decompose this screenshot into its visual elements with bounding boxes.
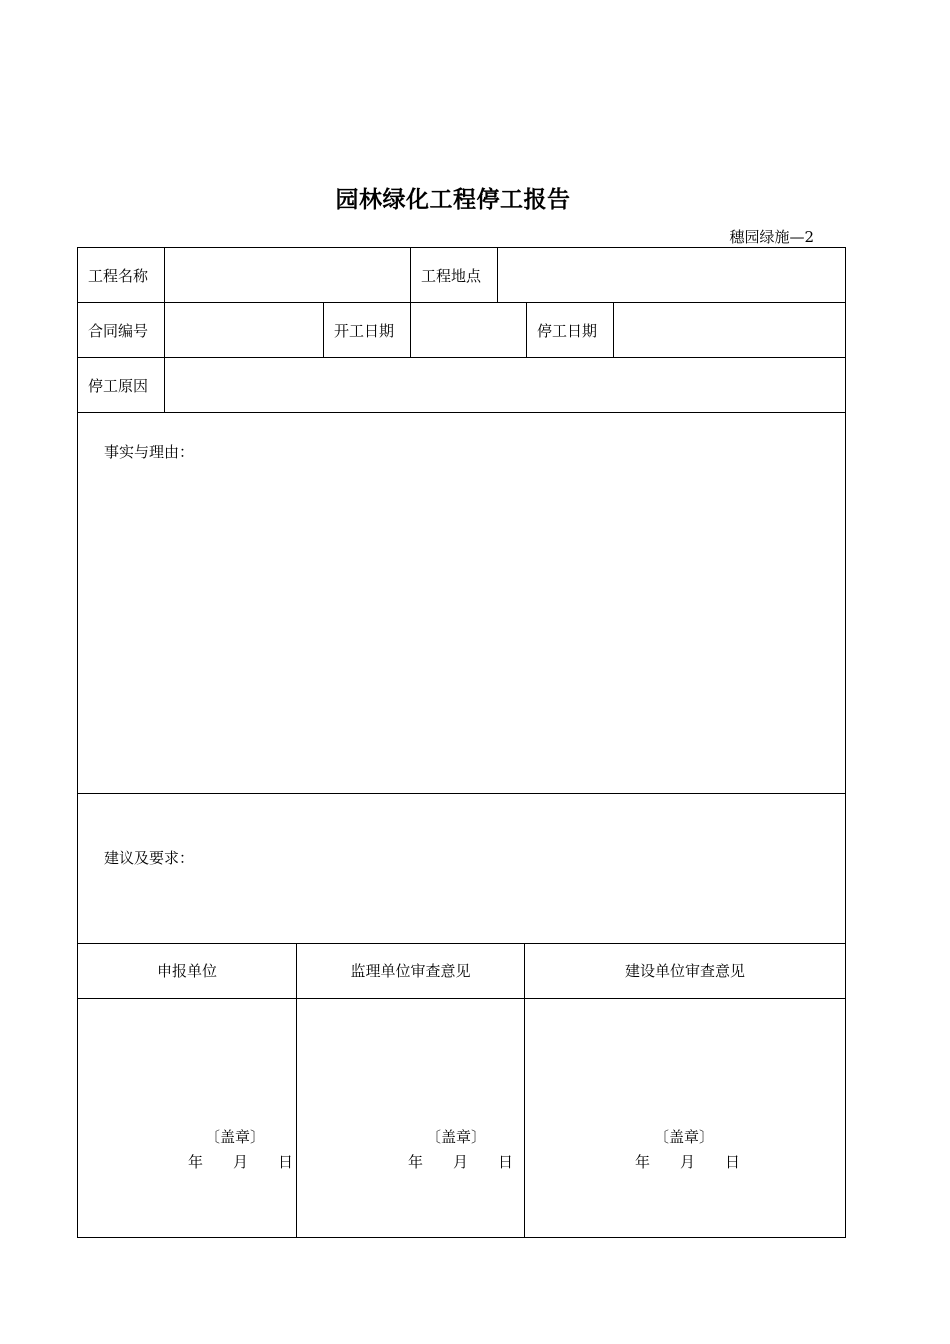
- col-divider: [164, 357, 165, 412]
- applicant-header: 申报单位: [156, 962, 217, 980]
- applicant-seal: 〔盖章〕: [205, 1128, 266, 1146]
- owner-date: 年 月 日: [635, 1153, 741, 1171]
- project-name-label: 工程名称: [88, 267, 149, 285]
- project-location-label: 工程地点: [421, 267, 482, 285]
- row-divider: [78, 793, 845, 794]
- owner-review-header: 建设单位审查意见: [624, 962, 745, 980]
- form-code: 穗园绿施—2: [729, 228, 814, 246]
- col-divider: [410, 248, 411, 302]
- supervisor-date: 年 月 日: [408, 1153, 514, 1171]
- supervisor-review-header: 监理单位审查意见: [350, 962, 471, 980]
- row-divider: [78, 412, 845, 413]
- row-divider: [78, 357, 845, 358]
- col-divider: [296, 943, 297, 1237]
- stop-date-label: 停工日期: [537, 322, 598, 340]
- supervisor-seal: 〔盖章〕: [426, 1128, 487, 1146]
- start-date-label: 开工日期: [334, 322, 395, 340]
- col-divider: [526, 302, 527, 357]
- col-divider: [164, 302, 165, 357]
- applicant-date: 年 月 日: [188, 1153, 294, 1171]
- contract-no-label: 合同编号: [88, 322, 149, 340]
- row-divider: [78, 943, 845, 944]
- col-divider: [410, 302, 411, 357]
- facts-label: 事实与理由：: [104, 443, 195, 461]
- col-divider: [323, 302, 324, 357]
- col-divider: [164, 248, 165, 302]
- suggestions-label: 建议及要求：: [104, 849, 195, 867]
- col-divider: [497, 248, 498, 302]
- stop-reason-label: 停工原因: [88, 377, 149, 395]
- col-divider: [613, 302, 614, 357]
- col-divider: [524, 943, 525, 1237]
- report-form: [77, 247, 846, 1238]
- row-divider: [78, 998, 845, 999]
- row-divider: [78, 302, 845, 303]
- owner-seal: 〔盖章〕: [654, 1128, 715, 1146]
- page-title: 园林绿化工程停工报告: [335, 187, 571, 213]
